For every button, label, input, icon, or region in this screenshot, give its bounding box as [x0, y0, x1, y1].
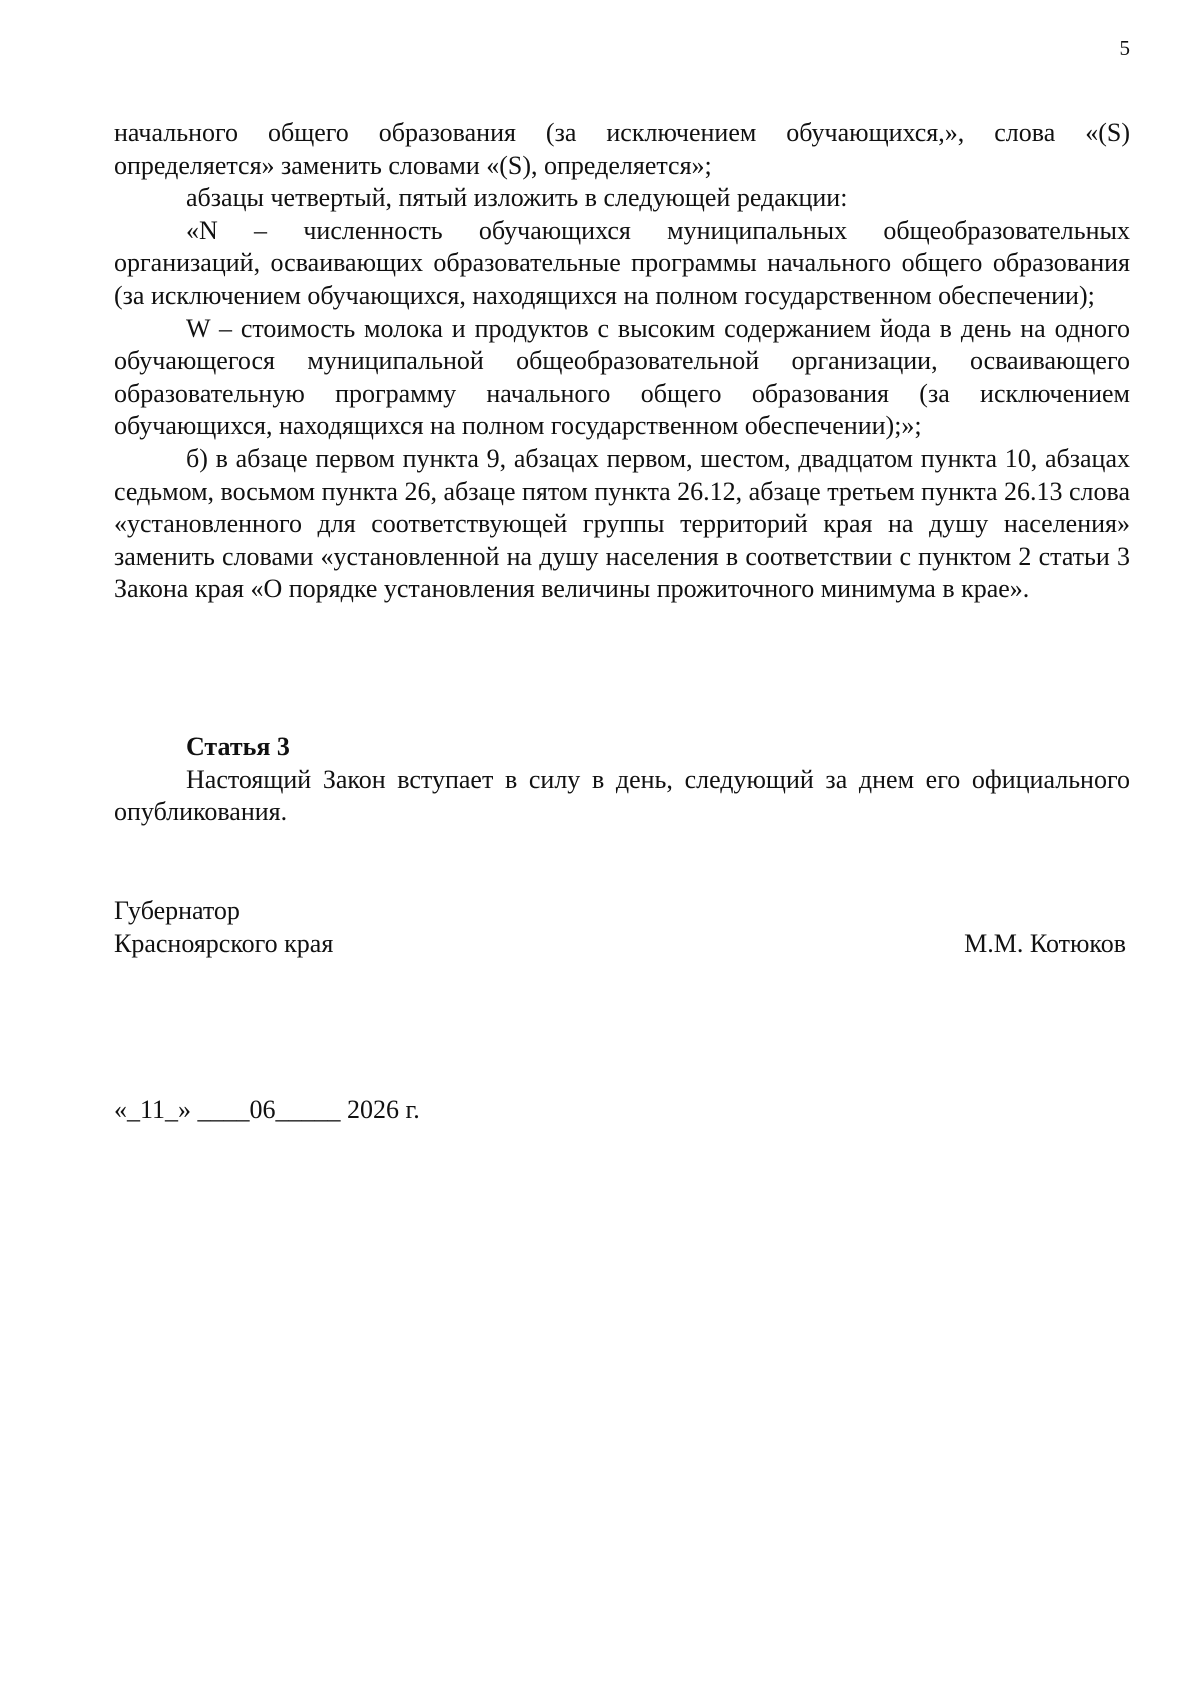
article-text: Настоящий Закон вступает в силу в день, следующий за днем его официального опубликования. [114, 764, 1130, 827]
signature-row [114, 928, 1130, 961]
signature-title-line1: Губернатор [114, 896, 240, 925]
paragraph-definition-n: «N – численность обучающихся муниципальных общеобразовательных организаций, осваивающих образовательные программы начального общего образования (за исключением обучающихся, находящихся на полном государственном обеспечении); [114, 215, 1130, 310]
page-number: 5 [1119, 36, 1130, 60]
paragraph-definition-w: W – стоимость молока и продуктов с высоким содержанием йода в день на одного обучающегося муниципальной общеобразовательной организации, осваивающего образовательную программу начального общего образования (за исключением обучающихся, находящихся на полном государственном обеспечении);»; [114, 313, 1130, 441]
date-line: «_11_» ____06_____ 2026 г. [114, 1095, 420, 1124]
signature-title-line2: Красноярского края [114, 928, 334, 958]
signatory-name: М.М. Котюков [964, 928, 1126, 958]
article-heading: Статья 3 [186, 732, 290, 761]
signature-block [114, 895, 1130, 960]
document-body [114, 117, 1130, 606]
paragraph-item-b: б) в абзаце первом пункта 9, абзацах первом, шестом, двадцатом пункта 10, абзацах седьмом, восьмом пункта 26, абзаце пятом пункта 26.12, абзаце третьем пункта 26.13 слова «установленного для соответствующей группы территорий края на душу населения» заменить словами «установленной на душу населения в соответствии с пунктом 2 статьи 3 Закона края «О порядке установления величины прожиточного минимума в крае». [114, 443, 1130, 604]
paragraph-amendment-intro: абзацы четвертый, пятый изложить в следующей редакции: [186, 183, 848, 213]
paragraph-continuation: начального общего образования (за исключением обучающихся,», слова «(S) определяется» заменить словами «(S), определяется»; [114, 118, 1130, 180]
article-section [114, 731, 1130, 829]
